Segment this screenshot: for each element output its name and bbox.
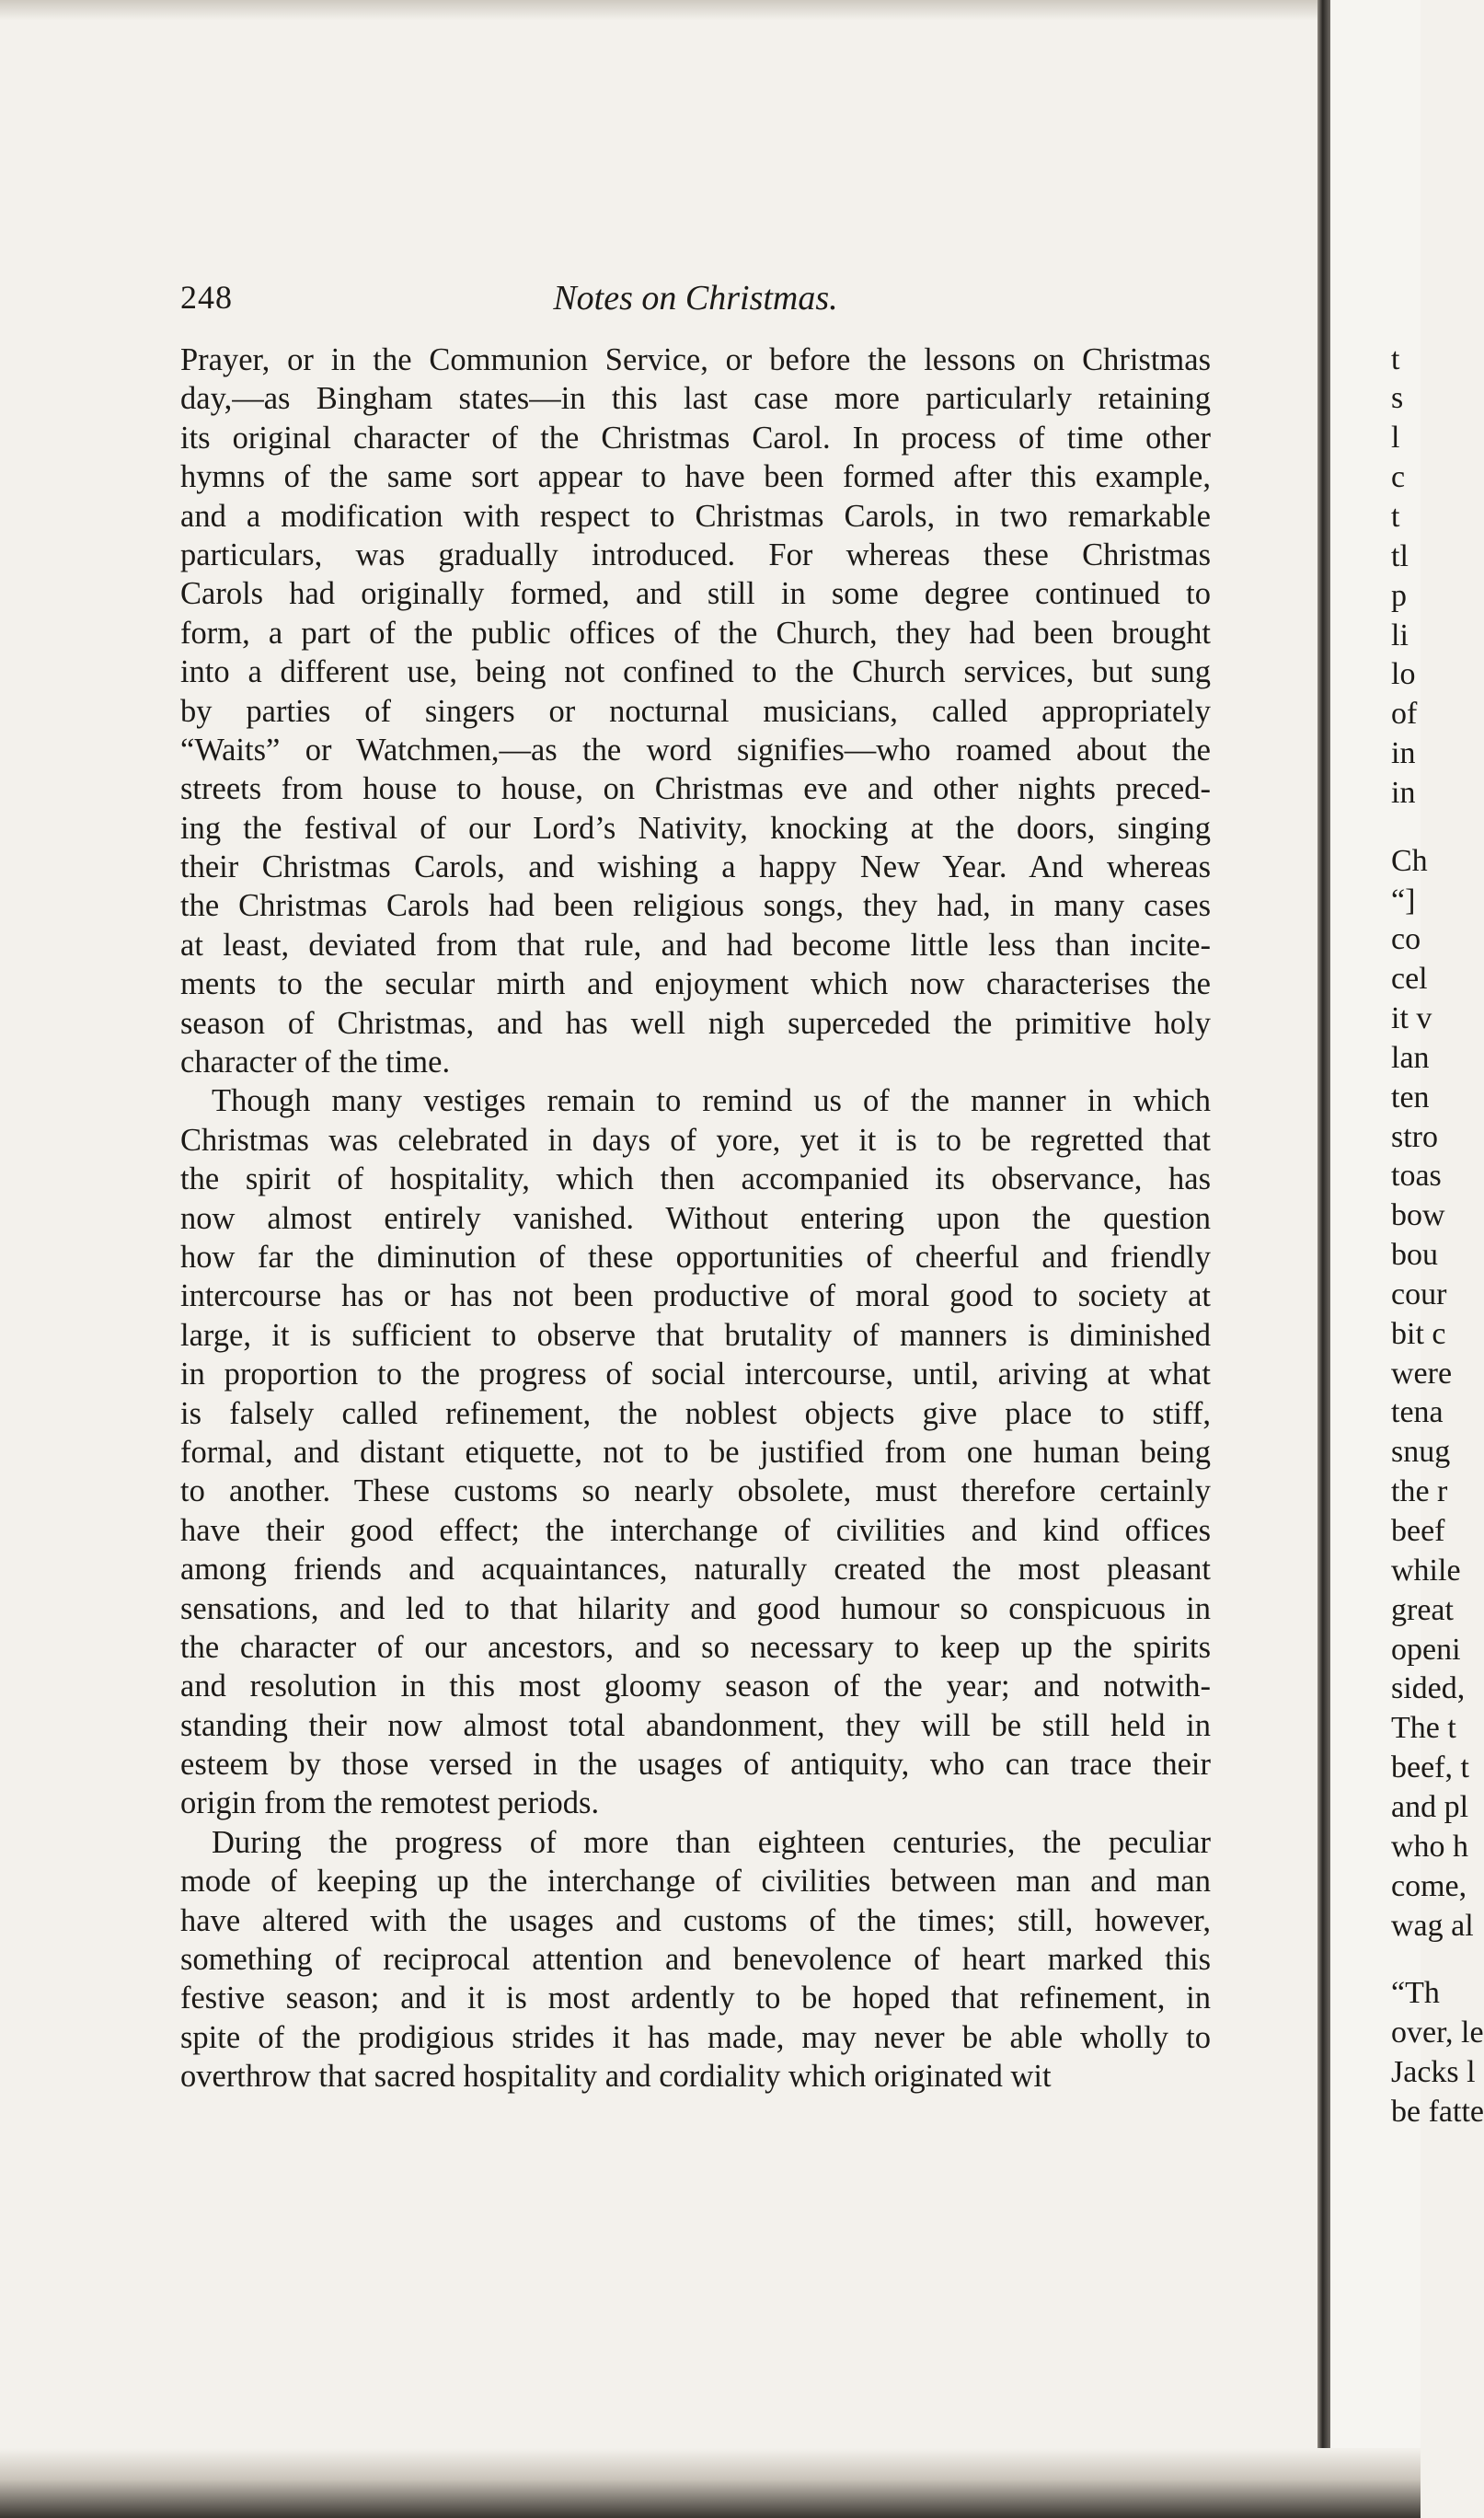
text-line: season of Christmas, and has well nigh superceded the primitive holy	[180, 1005, 1211, 1041]
facing-page-line: “Th	[1391, 1976, 1440, 2010]
text-line: During the progress of more than eighteen centuries, the peculiar	[212, 1824, 1211, 1860]
facing-page-line: wag al	[1391, 1909, 1474, 1943]
text-line: esteem by those versed in the usages of antiquity, who can trace their	[180, 1747, 1211, 1783]
running-head	[180, 278, 1211, 324]
text-line: spite of the prodigious strides it has made, may never be able wholly to	[180, 2019, 1211, 2055]
text-line: form, a part of the public offices of the Church, they had been brought	[180, 615, 1211, 651]
text-line: have altered with the usages and customs of the times; still, however,	[180, 1902, 1211, 1938]
facing-page-line: beef	[1391, 1514, 1445, 1548]
facing-page-line: cel	[1391, 962, 1428, 996]
text-line: now almost entirely vanished. Without entering upon the question	[180, 1200, 1211, 1236]
page-number: 248	[180, 279, 233, 316]
page-bottom-edge	[0, 2448, 1421, 2518]
text-line: how far the diminution of these opportunities of cheerful and friendly	[180, 1239, 1211, 1275]
facing-page-line: lan	[1391, 1041, 1430, 1075]
facing-page-line: tl	[1391, 539, 1409, 573]
text-line: large, it is sufficient to observe that brutality of manners is diminished	[180, 1317, 1211, 1353]
facing-page-line: be fatte	[1391, 2095, 1484, 2129]
text-line: sensations, and led to that hilarity and good humour so conspicuous in	[180, 1590, 1211, 1626]
text-line: character of the time.	[180, 1045, 451, 1080]
facing-page-line: in	[1391, 736, 1416, 770]
text-line: overthrow that sacred hospitality and cordiality which originated wit	[180, 2059, 1052, 2095]
facing-page-line: t	[1391, 342, 1400, 376]
text-line: streets from house to house, on Christmas eve and other nights preced-	[180, 771, 1211, 807]
text-line: in proportion to the progress of social intercourse, until, ariving at what	[180, 1357, 1211, 1392]
facing-page-line: while	[1391, 1554, 1461, 1588]
text-line: standing their now almost total abandonment, they will be still held in	[180, 1707, 1211, 1743]
text-line: to another. These customs so nearly obsolete, must therefore certainly	[180, 1473, 1211, 1509]
text-line: by parties of singers or nocturnal musicians, called appropriately	[180, 693, 1211, 729]
facing-page-line: were	[1391, 1357, 1453, 1391]
facing-page-line: bit c	[1391, 1317, 1446, 1351]
text-line: “Waits” or Watchmen,—as the word signifies—who roamed about the	[180, 732, 1211, 768]
text-line: formal, and distant etiquette, not to be justified from one human being	[180, 1434, 1211, 1470]
body-text	[180, 341, 1211, 2096]
facing-page-line: Jacks l	[1391, 2055, 1476, 2089]
facing-page-line: openi	[1391, 1633, 1461, 1667]
facing-page-line: and pl	[1391, 1790, 1469, 1824]
text-line: and a modification with respect to Christmas Carols, in two remarkable	[180, 498, 1211, 534]
text-line: into a different use, being not confined to the Church services, but sung	[180, 654, 1211, 690]
facing-page-line: toas	[1391, 1159, 1442, 1193]
facing-page-line: “]	[1391, 884, 1416, 918]
facing-page-line: c	[1391, 460, 1406, 494]
text-line: at least, deviated from that rule, and had become little less than incite-	[180, 927, 1211, 963]
facing-page	[1330, 0, 1421, 2518]
facing-page-line: the r	[1391, 1474, 1448, 1508]
text-line: festive season; and it is most ardently to be hoped that refinement, in	[180, 1981, 1211, 2016]
facing-page-line: of	[1391, 697, 1418, 731]
text-line: Prayer, or in the Communion Service, or before the lessons on Christmas	[180, 342, 1211, 377]
text-line: origin from the remotest periods.	[180, 1785, 600, 1821]
text-line: ments to the secular mirth and enjoyment which now characterises the	[180, 966, 1211, 1002]
text-line: mode of keeping up the interchange of civilities between man and man	[180, 1864, 1211, 1900]
facing-page-line: come,	[1391, 1869, 1467, 1903]
text-line: its original character of the Christmas Carol. In process of time other	[180, 420, 1211, 456]
text-line: their Christmas Carols, and wishing a happy New Year. And whereas	[180, 849, 1211, 885]
facing-page-line: ten	[1391, 1080, 1430, 1115]
facing-page-line: in	[1391, 776, 1416, 810]
facing-page-line: cour	[1391, 1277, 1447, 1311]
text-line: and resolution in this most gloomy season of the year; and notwith-	[180, 1669, 1211, 1704]
facing-page-line: Ch	[1391, 844, 1428, 878]
facing-page-line: sided,	[1391, 1671, 1466, 1705]
text-line: the Christmas Carols had been religious songs, they had, in many cases	[180, 888, 1211, 924]
text-line: the character of our ancestors, and so necessary to keep up the spirits	[180, 1629, 1211, 1665]
facing-page-line: snug	[1391, 1435, 1451, 1469]
facing-page-line: li	[1391, 618, 1409, 653]
text-line: among friends and acquaintances, naturally created the most pleasant	[180, 1552, 1211, 1588]
facing-page-line: who h	[1391, 1830, 1469, 1864]
text-line: hymns of the same sort appear to have been formed after this example,	[180, 459, 1211, 495]
facing-page-line: beef, t	[1391, 1750, 1469, 1785]
text-line: particulars, was gradually introduced. For whereas these Christmas	[180, 537, 1211, 572]
text-line: intercourse has or has not been productive of moral good to society at	[180, 1278, 1211, 1314]
facing-page-line: s	[1391, 381, 1404, 415]
facing-page-line: co	[1391, 922, 1421, 956]
text-line: Carols had originally formed, and still in some degree continued to	[180, 576, 1211, 612]
facing-page-line: tena	[1391, 1395, 1444, 1429]
text-line: the spirit of hospitality, which then accompanied its observance, has	[180, 1161, 1211, 1197]
text-line: something of reciprocal attention and benevolence of heart marked this	[180, 1942, 1211, 1978]
facing-page-line: l	[1391, 421, 1400, 455]
text-line: ing the festival of our Lord’s Nativity, knocking at the doors, singing	[180, 810, 1211, 846]
text-line: Though many vestiges remain to remind us of the manner in which	[212, 1083, 1211, 1119]
facing-page-line: over, le	[1391, 2016, 1484, 2050]
facing-page-line: it v	[1391, 1001, 1432, 1035]
facing-page-line: bow	[1391, 1198, 1445, 1232]
facing-page-line: bou	[1391, 1238, 1438, 1272]
facing-page-line: t	[1391, 500, 1400, 534]
facing-page-line: stro	[1391, 1120, 1438, 1154]
text-line: is falsely called refinement, the noblest objects give place to stiff,	[180, 1395, 1211, 1431]
text-line: day,—as Bingham states—in this last case more particularly retaining	[180, 381, 1211, 417]
facing-page-line: great	[1391, 1593, 1454, 1627]
facing-page-line: The t	[1391, 1711, 1456, 1745]
facing-page-line: lo	[1391, 657, 1416, 691]
book-gutter	[1317, 0, 1330, 2518]
running-title: Notes on Christmas.	[553, 279, 838, 318]
text-line: Christmas was celebrated in days of yore, yet it is to be regretted that	[180, 1122, 1211, 1158]
text-line: have their good effect; the interchange of civilities and kind offices	[180, 1512, 1211, 1548]
facing-page-line: p	[1391, 579, 1407, 613]
